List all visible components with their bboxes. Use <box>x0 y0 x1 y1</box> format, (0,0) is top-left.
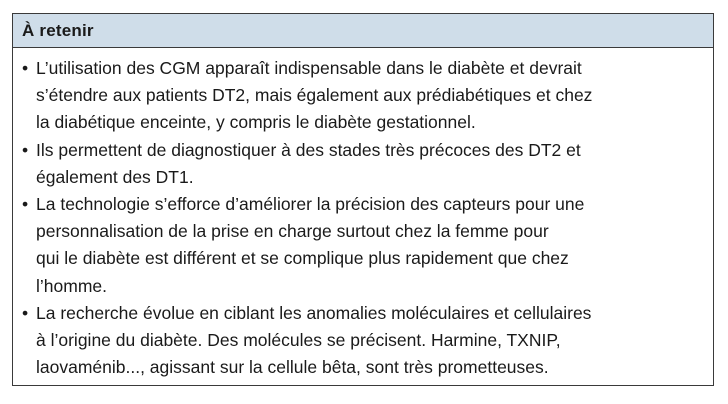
point-line: laovaménib..., agissant sur la cellule bêta, sont très prometteuses. <box>36 357 549 378</box>
box-title: À retenir <box>22 20 94 40</box>
bullet-icon: • <box>22 302 29 323</box>
point-line: l’homme. <box>36 275 107 296</box>
bullet-icon: • <box>22 194 29 215</box>
point-line: s’étendre aux patients DT2, mais également aux prédiabétiques et chez <box>36 85 593 106</box>
point-line: personnalisation de la prise en charge surtout chez la femme pour <box>36 221 549 242</box>
point-line: également des DT1. <box>36 166 194 187</box>
box-body <box>13 48 713 381</box>
point-line: la diabétique enceinte, y compris le diabète gestationnel. <box>36 112 476 133</box>
list-item <box>21 300 713 382</box>
point-line: La recherche évolue en ciblant les anomalies moléculaires et cellulaires <box>36 302 592 323</box>
bullet-icon: • <box>22 139 29 160</box>
list-item <box>21 191 713 300</box>
key-points-box <box>12 13 714 386</box>
list-item <box>21 55 713 137</box>
bullet-icon: • <box>22 58 29 78</box>
point-line: L’utilisation des CGM apparaît indispensable dans le diabète et devrait <box>36 58 582 78</box>
point-line: La technologie s’efforce d’améliorer la précision des capteurs pour une <box>36 194 585 215</box>
point-line: à l’origine du diabète. Des molécules se précisent. Harmine, TXNIP, <box>36 330 561 351</box>
box-header <box>13 14 713 48</box>
key-points-list <box>21 55 713 381</box>
point-line: Ils permettent de diagnostiquer à des stades très précoces des DT2 et <box>36 139 581 160</box>
point-line: qui le diabète est différent et se complique plus rapidement que chez <box>36 248 569 269</box>
list-item <box>21 137 713 191</box>
